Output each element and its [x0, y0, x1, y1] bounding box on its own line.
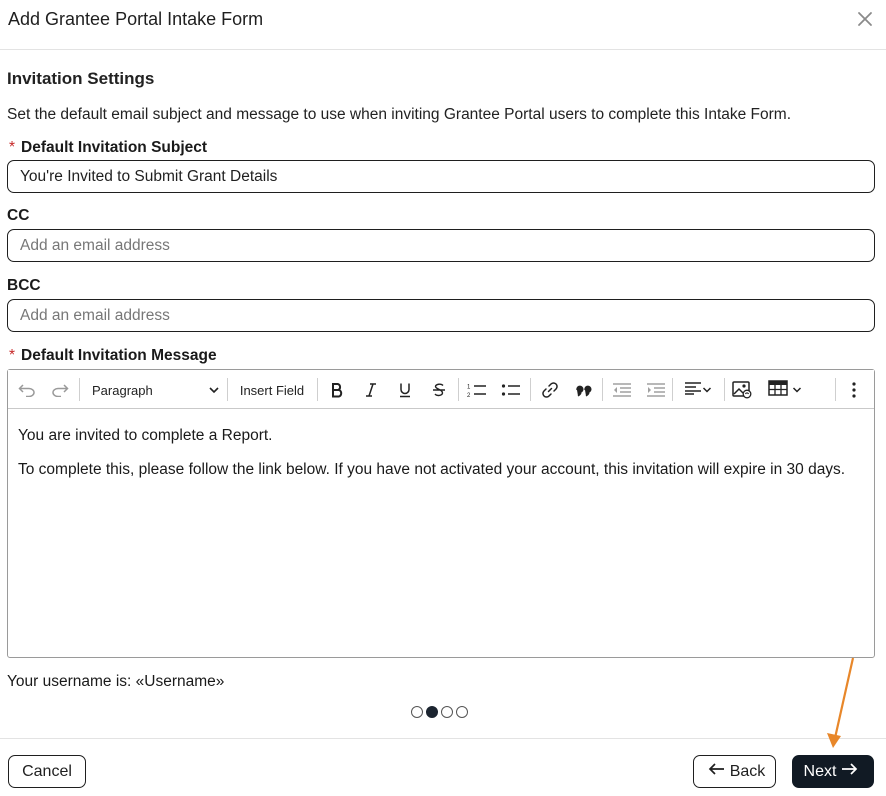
back-button-label: Back	[729, 762, 766, 780]
bullet-list-icon[interactable]	[500, 377, 522, 403]
toolbar-divider	[79, 378, 80, 401]
bold-icon[interactable]	[326, 377, 348, 403]
footer-divider	[0, 738, 886, 739]
toolbar-divider	[530, 378, 531, 401]
required-marker: *	[9, 347, 16, 364]
message-label	[7, 347, 217, 365]
blockquote-icon[interactable]	[573, 377, 595, 403]
modal-header	[0, 0, 886, 50]
svg-text:1: 1	[467, 384, 471, 391]
next-button[interactable]	[792, 755, 874, 788]
modal-title: Add Grantee Portal Intake Form	[8, 9, 264, 29]
toolbar-divider	[602, 378, 603, 401]
subject-label-text: Default Invitation Subject	[21, 139, 208, 156]
align-dropdown[interactable]	[679, 377, 717, 403]
step-dot	[411, 706, 423, 718]
next-button-label: Next	[803, 762, 837, 780]
cancel-button-label: Cancel	[22, 762, 72, 780]
editor-paragraph: You are invited to complete a Report.	[18, 427, 273, 444]
cc-input[interactable]	[7, 229, 875, 262]
arrow-right-icon	[836, 762, 862, 781]
underline-icon[interactable]	[394, 377, 416, 403]
more-options-icon[interactable]	[844, 377, 864, 403]
step-dot	[456, 706, 468, 718]
paragraph-dropdown-label: Paragraph	[92, 382, 153, 398]
svg-text:2: 2	[467, 393, 471, 398]
bcc-label: BCC	[7, 277, 41, 294]
section-title: Invitation Settings	[7, 69, 155, 88]
username-line: Your username is: «Username»	[7, 673, 225, 690]
editor-content[interactable]	[18, 424, 863, 492]
required-marker: *	[9, 139, 16, 156]
subject-label	[7, 139, 207, 157]
toolbar-divider	[227, 378, 228, 401]
toolbar-divider	[458, 378, 459, 401]
close-icon[interactable]	[856, 10, 874, 28]
align-left-icon	[684, 381, 702, 400]
cc-label: CC	[7, 207, 30, 224]
insert-field-button[interactable]	[237, 377, 307, 403]
numbered-list-icon[interactable]	[466, 377, 488, 403]
editor-paragraph: To complete this, please follow the link below. If you have not activated your account, this invitation will expire in 30 days.	[18, 461, 846, 478]
strikethrough-icon[interactable]	[428, 377, 450, 403]
toolbar-divider	[317, 378, 318, 401]
subject-input[interactable]	[7, 160, 875, 193]
insert-field-label: Insert Field	[239, 382, 305, 398]
chevron-down-icon	[702, 381, 712, 399]
link-icon[interactable]	[539, 377, 561, 403]
table-icon	[768, 380, 788, 401]
toolbar-divider	[724, 378, 725, 401]
paragraph-dropdown[interactable]	[92, 377, 220, 403]
message-label-text: Default Invitation Message	[21, 347, 217, 364]
section-description: Set the default email subject and message to use when inviting Grantee Portal users to complete this Intake Form.	[7, 106, 792, 123]
cancel-button[interactable]	[8, 755, 86, 788]
step-dot	[441, 706, 453, 718]
indent-icon[interactable]	[645, 377, 667, 403]
editor-toolbar	[8, 370, 874, 409]
toolbar-divider	[672, 378, 673, 401]
message-editor	[7, 369, 875, 658]
chevron-down-icon	[792, 381, 802, 399]
arrow-left-icon	[704, 762, 730, 781]
step-indicator	[411, 706, 468, 718]
redo-icon[interactable]	[49, 377, 71, 403]
bcc-input[interactable]	[7, 299, 875, 332]
toolbar-divider	[835, 378, 836, 401]
table-dropdown[interactable]	[764, 377, 806, 403]
outdent-icon[interactable]	[611, 377, 633, 403]
image-icon[interactable]	[730, 377, 754, 403]
back-button[interactable]	[693, 755, 776, 788]
chevron-down-icon	[208, 381, 220, 399]
annotation-arrow-icon	[822, 656, 858, 750]
italic-icon[interactable]	[360, 377, 382, 403]
step-dot	[426, 706, 438, 718]
undo-icon[interactable]	[16, 377, 38, 403]
